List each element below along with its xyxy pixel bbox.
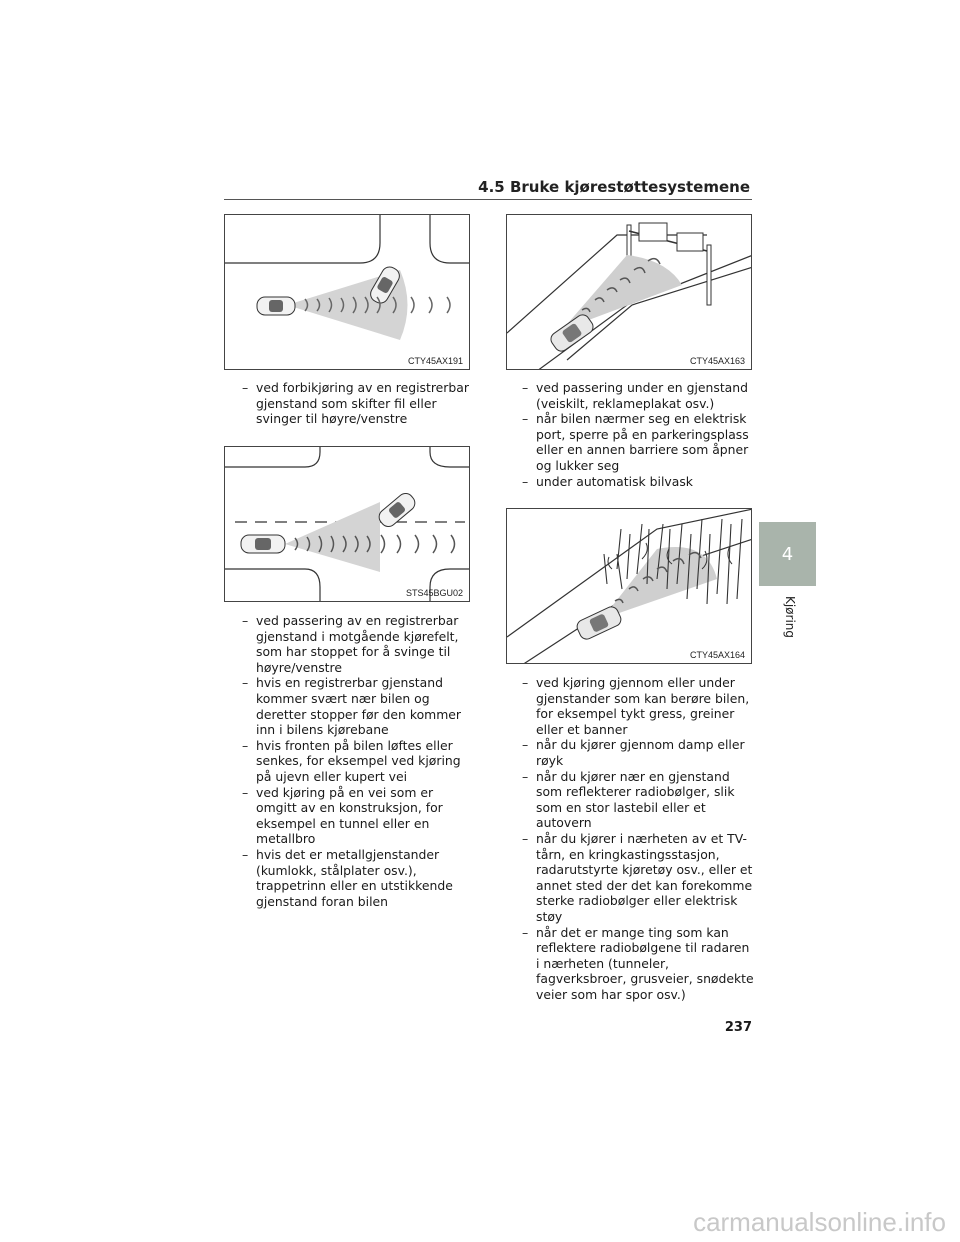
figure-code: CTY45AX164: [689, 650, 745, 660]
figure-code: CTY45AX163: [689, 356, 745, 366]
opposing-lane-illustration: [225, 447, 470, 602]
turning-vehicle-illustration: [225, 215, 470, 370]
chapter-label: [776, 590, 796, 650]
figure-code: CTY45AX191: [407, 356, 463, 366]
list-item: – når bilen nærmer seg en elektrisk port, sperre på en parkeringsplass eller en annen barriere som åpner og lukker seg: [522, 411, 754, 473]
list-item: – hvis det er metallgjenstander (kumlokk, stålplater osv.), trappetrinn eller en utstikkende gjenstand foran bilen: [242, 847, 474, 909]
chapter-label-text: Kjøring: [783, 595, 797, 639]
list-item: – ved passering under en gjenstand (veiskilt, reklameplakat osv.): [522, 380, 754, 411]
watermark: carmanualsonline.info: [693, 1207, 946, 1237]
list-item: – når du kjører gjennom damp eller røyk: [522, 737, 754, 768]
header-divider: [224, 199, 752, 200]
section-title: 4.5 Bruke kjørestøttesystemene: [478, 178, 750, 196]
list-item: – ved kjøring gjennom eller under gjenstander som kan berøre bilen, for eksempel tykt gress, greiner eller et banner: [522, 675, 754, 737]
chapter-number: 4: [781, 544, 794, 565]
list-item: – under automatisk bilvask: [522, 474, 754, 490]
bullet-list-left-1: [242, 380, 474, 427]
list-item: – når du kjører i nærheten av et TV-tårn, en kringkastingsstasjon, radarutstyrte kjøretøy osv., eller et annet sted der det kan forekomme sterke radiobølger eller elektrisk støy: [522, 831, 754, 925]
figure-overhead-sign: [506, 214, 752, 370]
page-number: 237: [724, 1020, 752, 1035]
figure-opposing-lane: [224, 446, 470, 602]
list-item: – ved kjøring på en vei som er omgitt av en konstruksjon, for eksempel en tunnel eller en metallbro: [242, 785, 474, 847]
overhead-sign-illustration: [507, 215, 752, 370]
list-item: – hvis fronten på bilen løftes eller senkes, for eksempel ved kjøring på ujevn eller kupert vei: [242, 738, 474, 785]
list-item: – ved forbikjøring av en registrerbar gjenstand som skifter fil eller svinger til høyre/venstre: [242, 380, 474, 427]
bullet-list-right-2: [522, 675, 754, 1002]
list-item: – når det er mange ting som kan reflektere radiobølgene til radaren i nærheten (tunneler, fagverksbroer, grusveier, snødekte veier som har spor osv.): [522, 925, 754, 1003]
figure-tall-grass: [506, 508, 752, 664]
bullet-list-left-2: [242, 613, 474, 909]
figure-turning-vehicle: [224, 214, 470, 370]
list-item: – hvis en registrerbar gjenstand kommer svært nær bilen og deretter stopper før den kommer inn i bilens kjørebane: [242, 675, 474, 737]
chapter-tab: [759, 522, 816, 586]
tall-grass-illustration: [507, 509, 752, 664]
list-item: – ved passering av en registrerbar gjenstand i motgående kjørefelt, som har stoppet for å svinge til høyre/venstre: [242, 613, 474, 675]
bullet-list-right-1: [522, 380, 754, 489]
list-item: – når du kjører nær en gjenstand som reflekterer radiobølger, slik som en stor lastebil eller et autovern: [522, 769, 754, 831]
figure-code: STS45BGU02: [405, 588, 463, 598]
